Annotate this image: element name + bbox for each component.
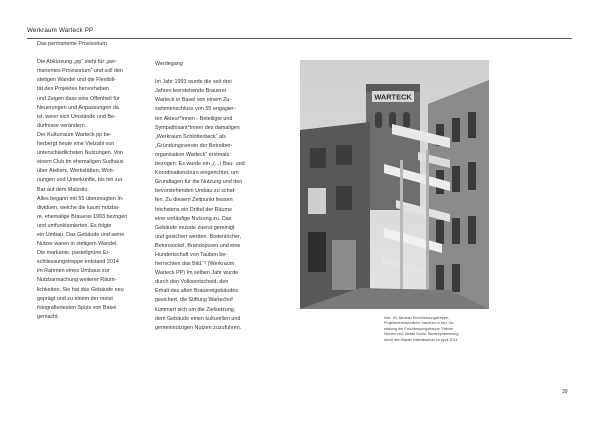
text-line: über Ateliers, Werkstätten, Woh- <box>37 168 115 175</box>
text-line: bevorstehenden Umbau zu schaf- <box>155 188 236 195</box>
text-line: und gesichert werden. Bodenlöcher, <box>155 233 242 240</box>
text-line: Erhalt des alten Brauereigebäudes <box>155 288 239 295</box>
text-line: lichkeiten. Sie hat das Gebäude neu <box>37 286 124 293</box>
text-line: ist, wenn sich Umstände und Be- <box>37 113 116 120</box>
text-line: Warteck in Basel von einem Zu- <box>155 97 232 104</box>
text-line: im Rahmen eines Umbaus zur <box>37 268 110 275</box>
paragraph-gap <box>155 69 267 78</box>
page-number: 39 <box>562 389 568 395</box>
text-line: Betonsockel, Brandspuren und eine <box>155 242 241 249</box>
text-line: Koordinationsbüro eingerichtet, um <box>155 170 239 177</box>
text-line: unterschiedlichsten Nutzungen. Von <box>37 150 124 157</box>
text-line: stetigen Wandel und die Flexibili- <box>37 77 116 84</box>
text-line: Die markante, pastellgrüne Er- <box>37 250 111 257</box>
text-line: re, ehemalige Brauerei 1993 bezogen <box>37 213 128 220</box>
text-line: tät des Projektes hervorheben <box>37 86 109 93</box>
text-line: Neuerungen und Anpassungen da <box>37 104 119 111</box>
running-header-title: Werkraum Warteck PP <box>27 27 94 34</box>
text-line: einem Club im ehemaligen Sudhaus <box>37 159 124 166</box>
text-line: Nutzbarmachung weiterer Räum- <box>37 277 117 284</box>
text-line: Jahren leerstehende Brauerei <box>155 88 227 95</box>
text-line: Die Abkürzung „pp“ steht für „per- <box>37 59 117 66</box>
text-line: ten Akteur*Innen - Beteiligte und <box>155 115 233 122</box>
text-line: ein Umbau. Das Gebäude und seine <box>37 231 125 238</box>
text-line: herrschten das Bild.“² (Werkraum <box>155 261 235 268</box>
text-line: fotografiertesten Spots von Basel <box>37 304 117 311</box>
text-line: herbergt heute eine Vielzahl von <box>37 141 115 148</box>
right-text-column <box>155 60 267 333</box>
text-line: gemeinnützigen Nutzen zuzuführen. <box>155 324 242 331</box>
text-line: gemacht. <box>37 313 60 320</box>
text-line: schliessungstreppe entstand 2014 <box>37 259 119 266</box>
text-line: Der Kulturraum Warteck pp be- <box>37 131 112 138</box>
text-line: dividuen, welche die kaum nutzba- <box>37 204 120 211</box>
text-line: Hundertschaft von Tauben be- <box>155 251 228 258</box>
text-line: „Gründungsverein der Betreiber- <box>155 142 233 149</box>
central-tower <box>366 90 420 210</box>
text-line: und Zeigen dass eine Offenheit für <box>37 95 120 102</box>
text-line: „Werkraum Schlotterbeck“ als <box>155 133 226 140</box>
caption-line: durch den Basler Heimatschutz im April 2014 <box>384 337 458 342</box>
text-line: durch den Volksentscheid, den <box>155 279 229 286</box>
right-column-heading: Werdegang <box>155 61 183 67</box>
header-rule <box>27 38 572 39</box>
text-line: organisation Warteck“ erstmals <box>155 151 230 158</box>
brewery-photo-illustration <box>300 60 489 309</box>
caption-line: Nichele und Stefan Goele. Bautenprämierung <box>384 332 459 337</box>
caption-line: Projektverantwortliche: baubüro in situ, Ge- <box>384 321 455 326</box>
right-column-body <box>155 78 267 333</box>
text-line: geprägt und zu einem der meist <box>37 295 113 302</box>
text-line: Sympathisant*Innen des damaligen <box>155 124 240 131</box>
text-line: Bar auf dem Malzsilo. <box>37 186 89 193</box>
text-line: manentes Provisorium“ und soll den <box>37 68 123 75</box>
text-line: Grundlagen für die Nutzung und den <box>155 179 243 186</box>
warteck-sign-text: WARTECK <box>374 92 412 102</box>
text-line: dürfnisse verändern. <box>37 122 87 129</box>
text-line: Warteck PP) Im selben Jahr wurde <box>155 270 239 277</box>
text-line: Alles begann mit 55 überzeugten In- <box>37 195 124 202</box>
photo-caption <box>384 316 494 343</box>
text-line: Nutzer waren in stetigem Wandel. <box>37 241 118 248</box>
left-column-body <box>37 58 149 322</box>
caption-line: staltung der Erschliessungstreppe: Fabian <box>384 326 453 331</box>
left-column-heading: Das permanente Provisorium <box>37 41 107 47</box>
text-line: nungen und Unterkünfte, bis hin zur <box>37 177 123 184</box>
text-line: gesichert, die Stiftung Wartechof <box>155 297 233 304</box>
text-line: sammenschluss von 55 engagier- <box>155 106 236 113</box>
text-line: fen. Zu diesem Zeitpunkt liessen <box>155 197 233 204</box>
caption-line: Abb. 20: Neubau Erschliessungstreppe, <box>384 316 449 320</box>
building-photo <box>300 60 489 309</box>
text-line: bezogen. Es wurde ein „(...) Bau- und <box>155 161 245 168</box>
left-text-column <box>37 40 149 322</box>
text-line: dem Gebäude einen kulturellen und <box>155 315 241 322</box>
text-line: eine vorläufige Nutzung zu. Das <box>155 215 232 222</box>
text-line: Im Jahr 1993 wurde die seit drei <box>155 79 232 86</box>
text-line: kümmert sich um die Zielsetzung, <box>155 306 236 313</box>
text-line: und umfunktionierten. Es folgte <box>37 222 112 229</box>
paragraph-gap <box>37 49 149 58</box>
text-line: Gebäude musste zuerst gereinigt <box>155 224 235 231</box>
text-line: höchstens ein Drittel der Räume <box>155 206 233 213</box>
